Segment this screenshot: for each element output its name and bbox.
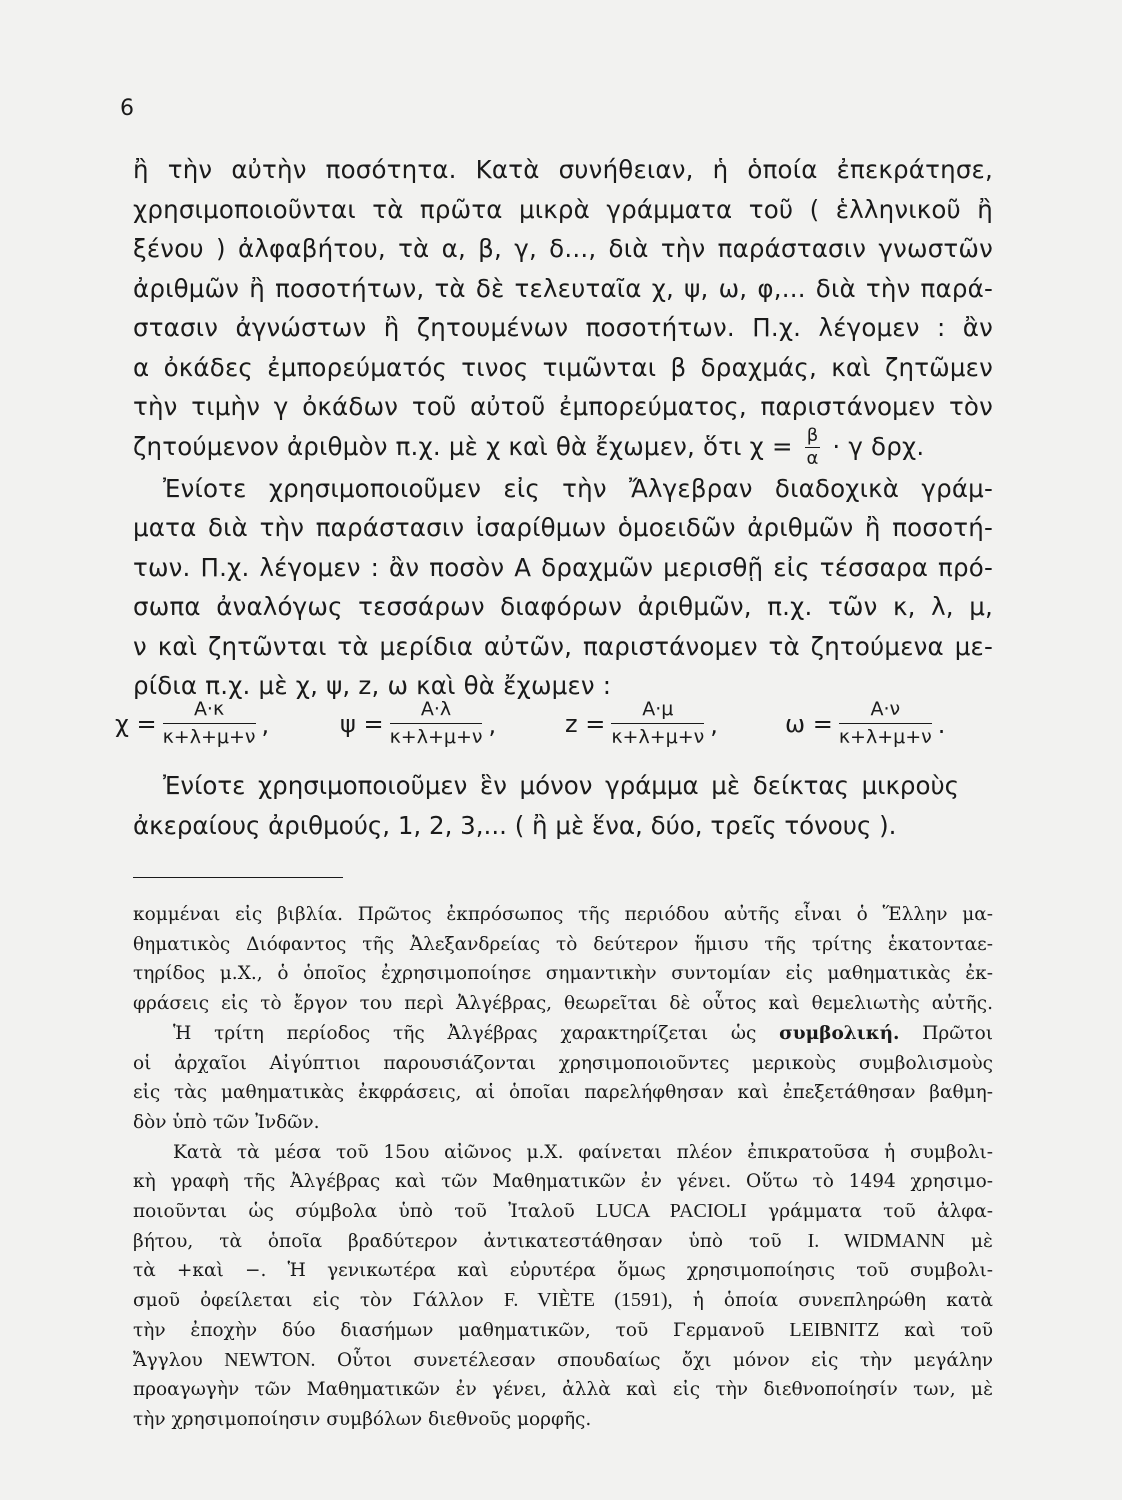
- person-name: F. VIÈTE (1591),: [503, 1289, 673, 1312]
- fraction-denominator: κ+λ+μ+ν: [162, 726, 256, 748]
- text-line: ξένου ) ἀλφαβήτου, τὰ α, β, γ, δ..., διὰ τὴν παράστασιν γνωστῶν: [133, 234, 993, 263]
- footnote-line: τὴν χρησιμοποίησιν συμβόλων διεθνοῦς μορφῆς.: [133, 1408, 592, 1430]
- formula-lhs: ω =: [785, 709, 833, 738]
- footnote-line: [133, 1286, 993, 1316]
- footnotes: [133, 900, 993, 1435]
- text-line: Ἐνίοτε χρησιμοποιοῦμεν ἓν μόνον γράμμα μὲ δείκτας μικροὺς: [163, 771, 959, 800]
- formula-row: [115, 700, 975, 760]
- person-name: LUCA PACIOLI: [596, 1200, 747, 1223]
- footnote-line: Κατὰ τὰ μέσα τοῦ 15ου αἰῶνος μ.Χ. φαίνεται πλέον ἐπικρατοῦσα ἡ συμβολι-: [173, 1141, 993, 1163]
- formula-lhs: χ =: [115, 709, 157, 738]
- text-segment: βήτου, τὰ ὁποῖα βραδύτερον ἀντικατεστάθησαν ὑπὸ τοῦ: [133, 1230, 782, 1252]
- inline-fraction: [805, 427, 821, 468]
- text-segment: · γ δρχ.: [832, 431, 925, 461]
- formula: [340, 700, 496, 747]
- text-line: ματα διὰ τὴν παράστασιν ἰσαρίθμων ὁμοειδῶν ἀριθμῶν ἢ ποσοτή-: [133, 513, 993, 542]
- text-segment: Πρῶτοι: [922, 1022, 994, 1044]
- text-line: ἀκεραίους ἀριθμούς, 1, 2, 3,... ( ἢ μὲ ἕνα, δύο, τρεῖς τόνους ).: [133, 810, 897, 840]
- formula-punct: ,: [488, 711, 497, 739]
- fraction-numerator: Α·μ: [611, 700, 704, 724]
- text-segment: Οὗτοι συνετέλεσαν σπουδαίως ὄχι μόνον εἰς τὴν μεγάλην: [336, 1349, 993, 1371]
- formula-lhs: ψ =: [340, 709, 384, 738]
- footnote-line: εἰς τὰς μαθηματικὰς ἐκφράσεις, αἱ ὁποῖαι παρελήφθησαν καὶ ἐπεξετάθησαν βαθμη-: [133, 1082, 993, 1104]
- text-line: ἢ τὴν αὐτὴν ποσότητα. Κατὰ συνήθειαν, ἡ ὁποία ἐπεκράτησε,: [133, 155, 993, 184]
- text-line: σωπα ἀναλόγως τεσσάρων διαφόρων ἀριθμῶν, π.χ. τῶν κ, λ, μ,: [133, 592, 993, 621]
- footnote-line: κὴ γραφὴ τῆς Ἀλγέβρας καὶ τῶν Μαθηματικῶν ἐν γένει. Οὕτω τὸ 1494 χρησιμο-: [133, 1171, 993, 1193]
- footnote-line: [133, 1227, 993, 1257]
- text-segment: ἡ ὁποία συνεπληρώθη κατὰ: [692, 1290, 993, 1312]
- footnote-line: [133, 1197, 993, 1227]
- text-segment: σμοῦ ὀφείλεται εἰς τὸν Γάλλον: [133, 1290, 484, 1312]
- formula-lhs: z =: [565, 709, 606, 738]
- footnote-line: τηρίδος μ.Χ., ὁ ὁποῖος ἐχρησιμοποίησε σημαντικὴν συντομίαν εἰς μαθηματικὰς ἐκ-: [133, 963, 993, 985]
- text-line-with-fraction: [133, 427, 993, 469]
- page-number: 6: [120, 96, 134, 121]
- text-line: τὴν τιμὴν γ ὀκάδων τοῦ αὐτοῦ ἐμπορεύματος, παριστάνομεν τὸν: [133, 392, 993, 421]
- footnote-line: δὸν ὑπὸ τῶν Ἰνδῶν.: [133, 1111, 320, 1133]
- formula-fraction: [611, 700, 704, 747]
- text-segment: ζητούμενον ἀριθμὸν π.χ. μὲ χ καὶ θὰ ἔχωμεν, ὅτι χ =: [133, 431, 793, 461]
- formula-fraction: [390, 700, 483, 747]
- text-segment: Ἄγγλου: [133, 1349, 203, 1371]
- person-name: I. WIDMANN: [807, 1229, 946, 1252]
- main-text-paragraph-3: [133, 766, 959, 845]
- text-segment: μὲ: [971, 1230, 993, 1252]
- footnote-line: οἱ ἀρχαῖοι Αἰγύπτιοι παρουσιάζονται χρησιμοποιοῦντες μερικοὺς συμβολισμοὺς: [133, 1052, 993, 1074]
- footnote-line: κομμέναι εἰς βιβλία. Πρῶτος ἐκπρόσωπος τῆς περιόδου αὐτῆς εἶναι ὁ Ἕλλην μα-: [133, 904, 993, 925]
- footnote-line: τὰ +καὶ −. Ἡ γενικωτέρα καὶ εὐρυτέρα ὅμως χρησιμοποίησις τοῦ συμβολι-: [133, 1260, 993, 1282]
- fraction-numerator: Α·κ: [163, 700, 256, 724]
- formula-fraction: [163, 700, 256, 747]
- text-line: των. Π.χ. λέγομεν : ἂν ποσὸν Α δραχμῶν μερισθῇ εἰς τέσσαρα πρό-: [133, 552, 993, 582]
- main-text-paragraph-1: [133, 150, 993, 706]
- fraction-denominator: κ+λ+μ+ν: [389, 726, 483, 748]
- formula: [565, 700, 718, 747]
- footnote-line: φράσεις εἰς τὸ ἔργον του περὶ Ἀλγέβρας, θεωρεῖται δὲ οὗτος καὶ θεμελιωτὴς αὐτῆς.: [133, 993, 993, 1015]
- footnote-line: προαγωγὴν τῶν Μαθηματικῶν ἐν γένει, ἀλλὰ καὶ εἰς τὴν διεθνοποίησίν των, μὲ: [133, 1379, 993, 1401]
- footnote-line: [133, 1346, 993, 1376]
- formula-punct: ,: [261, 711, 270, 739]
- text-segment: Ἡ τρίτη περίοδος τῆς Ἀλγέβρας χαρακτηρίζεται ὡς: [173, 1022, 757, 1044]
- text-line: ρίδια π.χ. μὲ χ, ψ, z, ω καὶ θὰ ἔχωμεν :: [133, 671, 612, 700]
- text-line: α ὀκάδες ἐμπορεύματός τινος τιμῶνται β δραχμάς, καὶ ζητῶμεν: [133, 352, 993, 382]
- text-line: στασιν ἀγνώστων ἢ ζητουμένων ποσοτήτων. Π.χ. λέγομεν : ἂν: [133, 313, 993, 342]
- text-segment: καὶ τοῦ: [904, 1319, 993, 1341]
- fraction-numerator: Α·ν: [839, 700, 932, 724]
- text-segment: ποιοῦνται ὡς σύμβολα ὑπὸ τοῦ Ἰταλοῦ: [133, 1201, 575, 1223]
- formula-punct: ,: [710, 711, 718, 739]
- footnote-divider: [133, 877, 343, 878]
- text-line: ν καὶ ζητῶνται τὰ μερίδια αὐτῶν, παριστάνομεν τὰ ζητούμενα με-: [133, 631, 993, 661]
- formula-punct: .: [937, 711, 946, 739]
- text-line: Ἐνίοτε χρησιμοποιοῦμεν εἰς τὴν Ἄλγεβραν διαδοχικὰ γράμ-: [163, 473, 993, 503]
- footnote-line: [133, 1019, 993, 1049]
- person-name: NEWTON.: [224, 1348, 316, 1371]
- person-name: LEIBNITZ: [789, 1318, 880, 1341]
- formula: [785, 700, 945, 747]
- footnote-line: [133, 1316, 993, 1346]
- emphasis-text: συμβολική.: [779, 1022, 900, 1044]
- fraction-numerator: Α·λ: [390, 700, 483, 724]
- fraction-denominator: κ+λ+μ+ν: [838, 726, 932, 748]
- text-line: χρησιμοποιοῦνται τὰ πρῶτα μικρὰ γράμματα τοῦ ( ἑλληνικοῦ ἢ: [133, 194, 993, 224]
- fraction-numerator: β: [806, 425, 819, 446]
- text-segment: γράμματα τοῦ ἀλφα-: [768, 1201, 993, 1223]
- footnote-line: θηματικὸς Διόφαντος τῆς Ἀλεξανδρείας τὸ δεύτερον ἥμισυ τῆς τρίτης ἑκατονταε-: [133, 933, 993, 955]
- text-line: ἀριθμῶν ἢ ποσοτήτων, τὰ δὲ τελευταῖα χ, ψ, ω, φ,... διὰ τὴν παρά-: [133, 273, 993, 303]
- text-segment: τὴν ἐποχὴν δύο διασήμων μαθηματικῶν, τοῦ Γερμανοῦ: [133, 1319, 765, 1341]
- formula-fraction: [839, 700, 932, 747]
- formula: [115, 700, 269, 747]
- fraction-denominator: α: [806, 448, 819, 469]
- fraction-denominator: κ+λ+μ+ν: [611, 726, 705, 748]
